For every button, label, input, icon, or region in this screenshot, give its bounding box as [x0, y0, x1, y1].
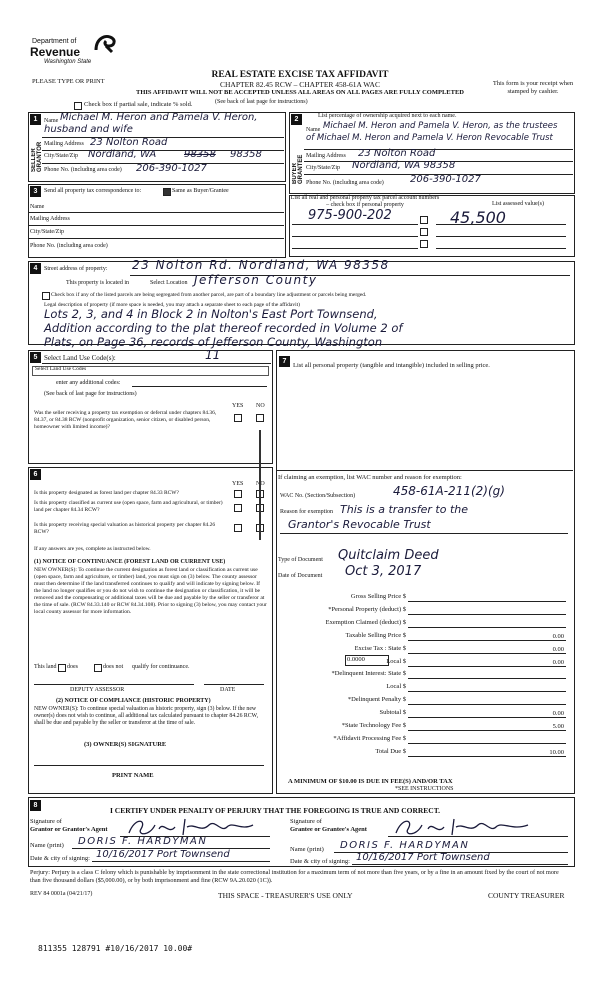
fee-row-label: Total Due $	[375, 748, 406, 755]
fee-row-value[interactable]: 10.00	[549, 749, 564, 756]
s3-line-c	[28, 238, 284, 239]
s6-qualify: qualify for continuance.	[132, 664, 190, 670]
fee-row-value[interactable]: 5.00	[552, 723, 564, 730]
s6-does-not: does not	[103, 664, 124, 670]
s3-same-checkbox[interactable]	[163, 188, 171, 196]
s2-line-a	[304, 149, 573, 150]
fee-row-label: *Delinquent Interest: State $	[331, 670, 406, 677]
s7-doctype-label: Type of Document	[278, 557, 323, 563]
s6-does-checkbox[interactable]	[58, 664, 66, 672]
s6-does-not-checkbox[interactable]	[94, 664, 102, 672]
s4-located-label: This property is located in	[66, 280, 129, 286]
section-4-number: 4	[30, 263, 41, 274]
parcel-pp-checkbox-1[interactable]	[420, 216, 428, 224]
s6-if-yes: If any answers are yes, complete as instructed below.	[34, 546, 151, 552]
fee-row-value[interactable]: 0.00	[552, 659, 564, 666]
s8-perjury: Perjury: Perjury is a class C felony which is punishable by imprisonment in the state correctional institution for a maximum term of not more than five years, or by a fine in an amount fixed by the court of not more than five thousand dollars ($5,000.00), or by both imprisonment and fine (RCW 9A.20.020 (1C)).	[30, 869, 559, 884]
s3-city-label: City/State/Zip	[30, 229, 64, 235]
fee-row-label: *Personal Property (deduct) $	[328, 606, 406, 613]
s5-no: NO	[256, 403, 265, 409]
s8-date-grantor-line	[92, 861, 270, 862]
see-back-note: (See back of last page for instructions)	[215, 99, 308, 105]
s1-city-zip[interactable]: 98358	[230, 149, 262, 160]
s7-personal-label: List all personal property (tangible and intangible) included in selling price.	[293, 362, 490, 369]
s4-legal-line-1[interactable]: Lots 2, 3, and 4 in Block 2 in Nolton's East Port Townsend,	[44, 307, 378, 321]
s6-q2: Is this property classified as current use (open space, farm and agricultural, or timber) land per chapter 84.34 RCW?	[34, 500, 223, 513]
s6-deputy: DEPUTY ASSESSOR	[70, 687, 125, 693]
s6-sig-line	[34, 765, 264, 766]
s7-wac-label: WAC No. (Section/Subsection)	[280, 493, 356, 499]
s1-phone-label: Phone No. (including area code)	[44, 167, 122, 173]
assessed-row-3	[436, 248, 566, 249]
fee-row-line	[408, 717, 566, 718]
form-warning: THIS AFFIDAVIT WILL NOT BE ACCEPTED UNLESS ALL AREAS ON ALL PAGES ARE FULLY COMPLETED	[136, 89, 464, 96]
fee-row-label: *Delinquent Penalty $	[347, 696, 406, 703]
fee-row-line	[408, 730, 566, 731]
s7-reason-label: Reason for exemption	[280, 509, 333, 515]
fee-row-label: Local $	[386, 683, 406, 690]
dor-dept: Department of	[32, 38, 77, 45]
s4-street-value[interactable]: 23 Nolton Rd. Nordland, WA 98358	[132, 258, 390, 272]
s8-certify: I CERTIFY UNDER PENALTY OF PERJURY THAT THE FOREGOING IS TRUE AND CORRECT.	[110, 806, 441, 815]
s6-owner-sig: (3) OWNER(S) SIGNATURE	[84, 741, 167, 748]
section-3-number: 3	[30, 186, 41, 197]
s6-deputy-line	[34, 684, 194, 685]
s1-mailing-label: Mailing Address	[44, 141, 84, 147]
fee-row-line	[408, 627, 566, 628]
s2-phone-label: Phone No. (including area code)	[306, 180, 384, 186]
fee-row-label: *State Technology Fee $	[341, 722, 406, 729]
s5-land-use-label: Select Land Use Code(s):	[44, 354, 116, 362]
s7-exemption-label: If claiming an exemption, list WAC number and reason for exemption:	[278, 474, 462, 481]
s6-notice1-title: (1) NOTICE OF CONTINUANCE (FOREST LAND OR CURRENT USE)	[34, 559, 226, 565]
dor-logo	[30, 30, 122, 72]
fee-row-line	[408, 704, 566, 705]
form-title: REAL ESTATE EXCISE TAX AFFIDAVIT	[211, 70, 389, 80]
s6-no: NO	[256, 481, 265, 487]
dor-state: Washington State	[44, 59, 92, 65]
s5-see-back: (See back of last page for instructions)	[44, 391, 137, 397]
s5-yes: YES	[232, 403, 244, 409]
section-1-number: 1	[30, 114, 41, 125]
dor-revenue: Revenue	[30, 45, 81, 59]
s8-sig-grantor-1: Signature of	[30, 818, 62, 825]
parcel-pp-checkbox-3[interactable]	[420, 240, 428, 248]
s3-same-label: Same as Buyer/Grantee	[172, 188, 229, 194]
s8-name-grantee-value[interactable]: DORIS F. HARDYMAN	[340, 840, 470, 851]
s6-print-name: PRINT NAME	[112, 772, 154, 779]
s3-send-label: Send all property tax correspondence to:	[44, 188, 142, 194]
s4-street-label: Street address of property:	[44, 266, 108, 272]
parcel-row-2	[292, 236, 418, 237]
fee-row-line	[408, 614, 566, 615]
s6-yes: YES	[232, 481, 244, 487]
parcel-pp-checkbox-2[interactable]	[420, 228, 428, 236]
s6-q3-yes-checkbox[interactable]	[234, 524, 242, 532]
footer-stamp: 811355 128791 #10/16/2017 10.00#	[38, 944, 193, 953]
form-receipt: This form is your receipt when stamped by cashier.	[492, 80, 574, 95]
parcel-header: List all real and personal property tax parcel account numbers – check box if personal property	[290, 195, 440, 208]
s4-location-value[interactable]: Jefferson County	[194, 273, 318, 287]
s1-mailing-value[interactable]: 23 Nolton Road	[90, 137, 168, 148]
dor-logo-icon	[92, 32, 118, 54]
parcel-row-3	[292, 248, 418, 249]
s1-city-label: City/State/Zip	[44, 153, 78, 159]
s6-q1: Is this property designated as forest land per chapter 84.33 RCW?	[34, 490, 179, 496]
parcel-row-1	[292, 224, 418, 225]
list-pct-note: List percentage of ownership acquired next to each name.	[318, 113, 457, 119]
s4-segregated-checkbox[interactable]	[42, 292, 50, 300]
s5-land-use-value[interactable]: 11	[205, 348, 221, 362]
s1-city-value[interactable]: Nordland, WA	[88, 149, 157, 160]
fee-row-label: Taxable Selling Price $	[345, 632, 406, 639]
s1-phone-value[interactable]: 206-390-1027	[136, 163, 207, 174]
s1-name-value[interactable]: Michael M. Heron and Pamela V. Heron,	[60, 112, 258, 123]
parcel-value[interactable]: 975-900-202	[308, 208, 392, 223]
fee-row-value[interactable]: 0.00	[552, 646, 564, 653]
s8-sig-grantee-line	[388, 836, 568, 837]
fee-row-label: Excise Tax : State $	[354, 645, 406, 652]
s7-reason-value-1[interactable]: This is a transfer to the	[340, 503, 469, 516]
s7-minimum: A MINIMUM OF $10.00 IS DUE IN FEE(S) AND/OR TAX	[288, 778, 453, 785]
s3-mailing-label: Mailing Address	[30, 216, 70, 222]
s3-phone-label: Phone No. (including area code)	[30, 243, 108, 249]
fee-row-label: Subtotal $	[379, 709, 406, 716]
s5-select-codes-label: Select Land Use Codes	[35, 366, 87, 372]
s4-legal-line-3[interactable]: Plats, on Page 36, records of Jefferson County, Washington	[44, 335, 383, 349]
s8-rev: REV 84 0001a (04/21/17)	[30, 891, 93, 897]
s5-line-b	[132, 386, 267, 387]
partial-sale-label: Check box if partial sale, indicate % sold.	[84, 101, 193, 108]
s6-q2-yes-checkbox[interactable]	[234, 504, 242, 512]
section-5-number: 5	[30, 352, 41, 363]
s2-city-value[interactable]: Nordland, WA 98358	[352, 160, 456, 171]
s1-name-value-2[interactable]: husband and wife	[44, 124, 133, 135]
s7-line-a	[276, 470, 573, 471]
type-or-print: PLEASE TYPE OR PRINT	[32, 78, 105, 85]
s7-docdate-label: Date of Document	[278, 573, 323, 579]
s2-name-label: Name	[306, 127, 321, 133]
section-2-side-label: BUYER GRANTEE	[292, 154, 304, 184]
s4-legal-line-2[interactable]: Addition according to the plat thereof recorded in Volume 2 of	[44, 321, 403, 335]
s1-name-label: Name	[44, 118, 59, 124]
s6-this-land: This land	[34, 664, 57, 670]
s6-notice2-text: NEW OWNER(S): To continue special valuation as historic property, sign (3) below. If the new owner(s) does not wish to continue, all additional tax calculated pursuant to chapter 84.26 RCW, shall be due and payable by the seller or transferor at the time of sale.	[34, 706, 259, 726]
s3-line-b	[28, 225, 284, 226]
s8-date-grantee-line	[352, 864, 568, 865]
s6-no-scribble	[259, 430, 261, 540]
s7-reason-value-2[interactable]: Grantor's Revocable Trust	[288, 518, 431, 531]
s4-select-location[interactable]: Select Location	[150, 280, 188, 286]
s2-name-value-2[interactable]: of Michael M. Heron and Pamela V. Heron Revocable Trust	[306, 133, 553, 143]
fee-row-label: Local $	[386, 658, 406, 665]
section-2-number: 2	[291, 114, 302, 125]
s6-q1-yes-checkbox[interactable]	[234, 490, 242, 498]
fee-row-line	[408, 756, 566, 757]
fee-row-label: Exemption Claimed (deduct) $	[325, 619, 406, 626]
s8-name-grantee-label: Name (print)	[290, 846, 324, 853]
section-7-number: 7	[279, 356, 290, 367]
s8-date-grantor-label: Date & city of signing:	[30, 855, 90, 862]
s4-segregated-label: Check box if any of the listed parcels are being segregated from another parcel, are part of a boundary line adjustment or parcels being merged.	[51, 292, 367, 298]
s8-sig-grantee-2: Grantee or Grantee's Agent	[290, 826, 367, 833]
s7-reason-line	[280, 533, 568, 534]
s5-yes-checkbox[interactable]	[234, 414, 242, 422]
fee-row-value[interactable]: 0.00	[552, 633, 564, 640]
s2-mailing-value[interactable]: 23 Nolton Road	[358, 148, 436, 159]
s2-city-label: City/State/Zip	[306, 165, 340, 171]
s3-name-label: Name	[30, 204, 45, 210]
fee-row-line	[408, 691, 566, 692]
fee-row-line	[408, 601, 566, 602]
s5-additional: enter any additional codes:	[56, 380, 121, 386]
s7-wac-value[interactable]: 458-61A-211(2)(g)	[393, 484, 505, 498]
fee-row-line	[408, 678, 566, 679]
s6-does: does	[67, 664, 78, 670]
s5-no-checkbox[interactable]	[256, 414, 264, 422]
s8-date-grantee-value[interactable]: 10/16/2017 Port Townsend	[356, 852, 490, 863]
s5-line-a	[42, 363, 271, 364]
s2-phone-value[interactable]: 206-390-1027	[410, 174, 481, 185]
s8-name-grantor-label: Name (print)	[30, 842, 64, 849]
s7-local-rate: 0.0000	[347, 656, 365, 663]
section-6-number: 6	[30, 469, 41, 480]
fee-row-line	[408, 640, 566, 641]
assessed-row-2	[436, 236, 566, 237]
form-chapter: CHAPTER 82.45 RCW – CHAPTER 458-61A WAC	[220, 80, 380, 89]
s2-name-value[interactable]: Michael M. Heron and Pamela V. Heron, as the trustees	[323, 121, 558, 131]
s4-legal-label: Legal description of property (if more space is needed, you may attach a separate sheet to each page of the affidavit)	[44, 302, 300, 308]
s1-city-struck: 98358	[184, 149, 216, 160]
s5-exemption-q: Was the seller receiving a property tax exemption or deferral under chapters 84.36, 84.37, or 84.38 RCW (nonprofit organization, senior citizen, or disabled person, homeowner with limited income)?	[34, 410, 217, 430]
assessed-header: List assessed value(s)	[492, 201, 544, 207]
s8-treasurer-space: THIS SPACE - TREASURER'S USE ONLY	[218, 891, 353, 900]
s6-q3: Is this property receiving special valuation as historical property per chapter 84.26 RCW?	[34, 522, 216, 535]
section-8-number: 8	[30, 800, 41, 811]
s7-docdate-value[interactable]: Oct 3, 2017	[345, 564, 422, 579]
s6-notice1-text: NEW OWNER(S): To continue the current designation as forest land or classification as current use (open space, farm and agriculture, or timber) land, you must sign on (3) below. The county assessor must then determine if the land transferred continues to qualify and will indicate by signing below. If the land no longer qualifies or you do not wish to continue the designation or classification, it will be removed and the compensating or additional taxes will be due and payable by the seller or transferor at the time of sale. (RCW 84.33.140 or RCW 84.34.108). Prior to signing (3) below, you may contact your local county assessor for more information.	[34, 567, 267, 615]
fee-row-line	[408, 653, 566, 654]
partial-sale-checkbox[interactable]	[74, 102, 82, 110]
fee-row-line	[408, 743, 566, 744]
s7-doctype-value[interactable]: Quitclaim Deed	[338, 548, 439, 563]
fee-row-line	[408, 666, 566, 667]
s8-sig-grantee-1: Signature of	[290, 818, 322, 825]
fee-row-label: *Affidavit Processing Fee $	[333, 735, 406, 742]
section-1-side-label: SELLER GRANTOR	[31, 141, 43, 172]
assessed-row-1	[436, 224, 566, 225]
s8-sig-grantor-2: Grantor or Grantor's Agent	[30, 826, 108, 833]
fee-row-label: Gross Selling Price $	[350, 593, 406, 600]
s8-name-grantor-value[interactable]: DORIS F. HARDYMAN	[78, 836, 208, 847]
s6-date: DATE	[220, 687, 236, 693]
s6-date-line	[204, 684, 264, 685]
s8-date-grantee-label: Date & city of signing:	[290, 858, 350, 865]
s7-see-instr: *SEE INSTRUCTIONS	[395, 786, 454, 792]
s3-line-a	[28, 212, 284, 213]
s2-mailing-label: Mailing Address	[306, 153, 346, 159]
fee-row-value[interactable]: 0.00	[552, 710, 564, 717]
s8-date-grantor-value[interactable]: 10/16/2017 Port Townsend	[96, 849, 230, 860]
s8-county-treasurer: COUNTY TREASURER	[488, 891, 565, 900]
assessed-value[interactable]: 45,500	[450, 208, 506, 227]
s6-notice2-title: (2) NOTICE OF COMPLIANCE (HISTORIC PROPERTY)	[56, 698, 211, 704]
